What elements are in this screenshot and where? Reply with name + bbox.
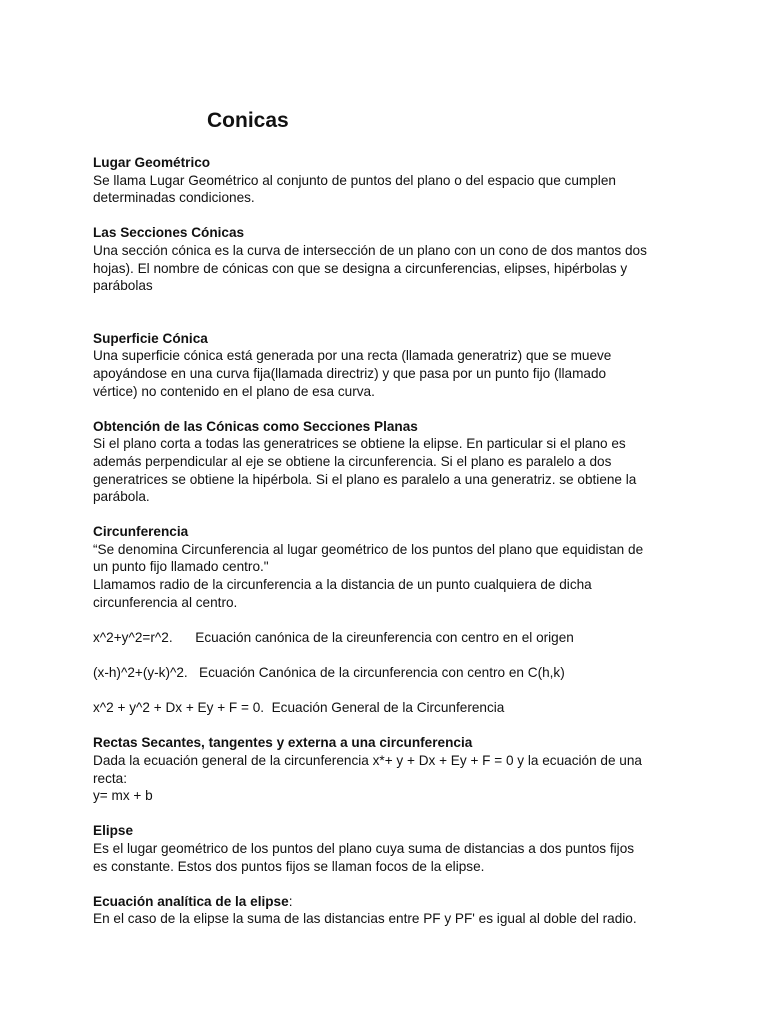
paragraph-line: parábolas [93, 278, 153, 294]
section-secciones-conicas [93, 224, 683, 294]
section-heading: Circunferencia [93, 524, 189, 540]
section-heading: Obtención de las Cónicas como Secciones Planas [93, 418, 418, 434]
equation-line: x^2 + y^2 + Dx + Ey + F = 0. Ecuación General de la Circunferencia [93, 700, 505, 716]
paragraph-line: Se llama Lugar Geométrico al conjunto de puntos del plano o del espacio que cumplen [93, 172, 616, 188]
equation-canonica-centro [93, 664, 683, 682]
paragraph-line: vértice) no contenido en el plano de esa curva. [93, 383, 375, 399]
section-ecuacion-elipse [93, 893, 683, 928]
section-heading: Rectas Secantes, tangentes y externa a una circunferencia [93, 735, 473, 751]
heading-colon: : [288, 893, 293, 909]
section-heading: Lugar Geométrico [93, 155, 211, 170]
paragraph-line: En el caso de la elipse la suma de las distancias entre PF y PF' es igual al doble del radio. [93, 911, 637, 927]
paragraph-line: un punto fijo llamado centro." [93, 559, 269, 575]
section-rectas-secantes [93, 734, 683, 804]
document-body [93, 154, 683, 946]
section-obtencion-conicas [93, 418, 683, 506]
section-superficie-conica [93, 330, 683, 400]
paragraph-line: circunferencia al centro. [93, 594, 238, 610]
paragraph-line: además perpendicular al eje se obtiene la circunferencia. Si el plano es paralelo a dos [93, 453, 612, 469]
equation-line: x^2+y^2=r^2. Ecuación canónica de la cireunferencia con centro en el origen [93, 629, 574, 645]
equation-line: (x-h)^2+(y-k)^2. Ecuación Canónica de la circunferencia con centro en C(h,k) [93, 665, 565, 681]
equation-general [93, 699, 683, 717]
section-heading [93, 893, 683, 911]
paragraph-line: Una sección cónica es la curva de intersección de un plano con un cono de dos mantos dos [93, 242, 647, 258]
paragraph-line: recta: [93, 770, 127, 786]
section-circunferencia [93, 523, 683, 611]
paragraph-line: Es el lugar geométrico de los puntos del plano cuya suma de distancias a dos puntos fijos [93, 840, 635, 856]
document-title: Conicas [207, 109, 289, 132]
section-heading: Elipse [93, 823, 134, 839]
paragraph-line: parábola. [93, 489, 150, 505]
equation-canonica-origen [93, 629, 683, 647]
paragraph-line: generatrices se obtiene la hipérbola. Si el plano es paralelo a una generatriz. se obtiene la [93, 471, 637, 487]
section-elipse [93, 822, 683, 875]
paragraph-line: Dada la ecuación general de la circunferencia x*+ y + Dx + Ey + F = 0 y la ecuación de una [93, 753, 642, 768]
section-lugar-geometrico [93, 154, 683, 207]
paragraph-line: hojas). El nombre de cónicas con que se designa a circunferencias, elipses, hipérbolas y [93, 260, 628, 276]
paragraph-line: “Se denomina Circunferencia al lugar geométrico de los puntos del plano que equidistan de [93, 541, 644, 557]
paragraph-line: Llamamos radio de la circunferencia a la distancia de un punto cualquiera de dicha [93, 577, 592, 593]
section-heading-text: Ecuación analítica de la elipse [93, 893, 289, 909]
section-heading: Las Secciones Cónicas [93, 225, 245, 241]
paragraph-line: es constante. Estos dos puntos fijos se llaman focos de la elipse. [93, 858, 485, 874]
paragraph-line: Si el plano corta a todas las generatrices se obtiene la elipse. En particular si el plano es [93, 436, 626, 452]
paragraph-line: apoyándose en una curva fija(llamada directriz) y que pasa por un punto fijo (llamado [93, 365, 607, 381]
paragraph-line: determinadas condiciones. [93, 190, 255, 206]
section-heading: Superficie Cónica [93, 330, 208, 346]
paragraph-line: y= mx + b [93, 788, 153, 804]
paragraph-line: Una superficie cónica está generada por una recta (llamada generatriz) que se mueve [93, 348, 612, 364]
